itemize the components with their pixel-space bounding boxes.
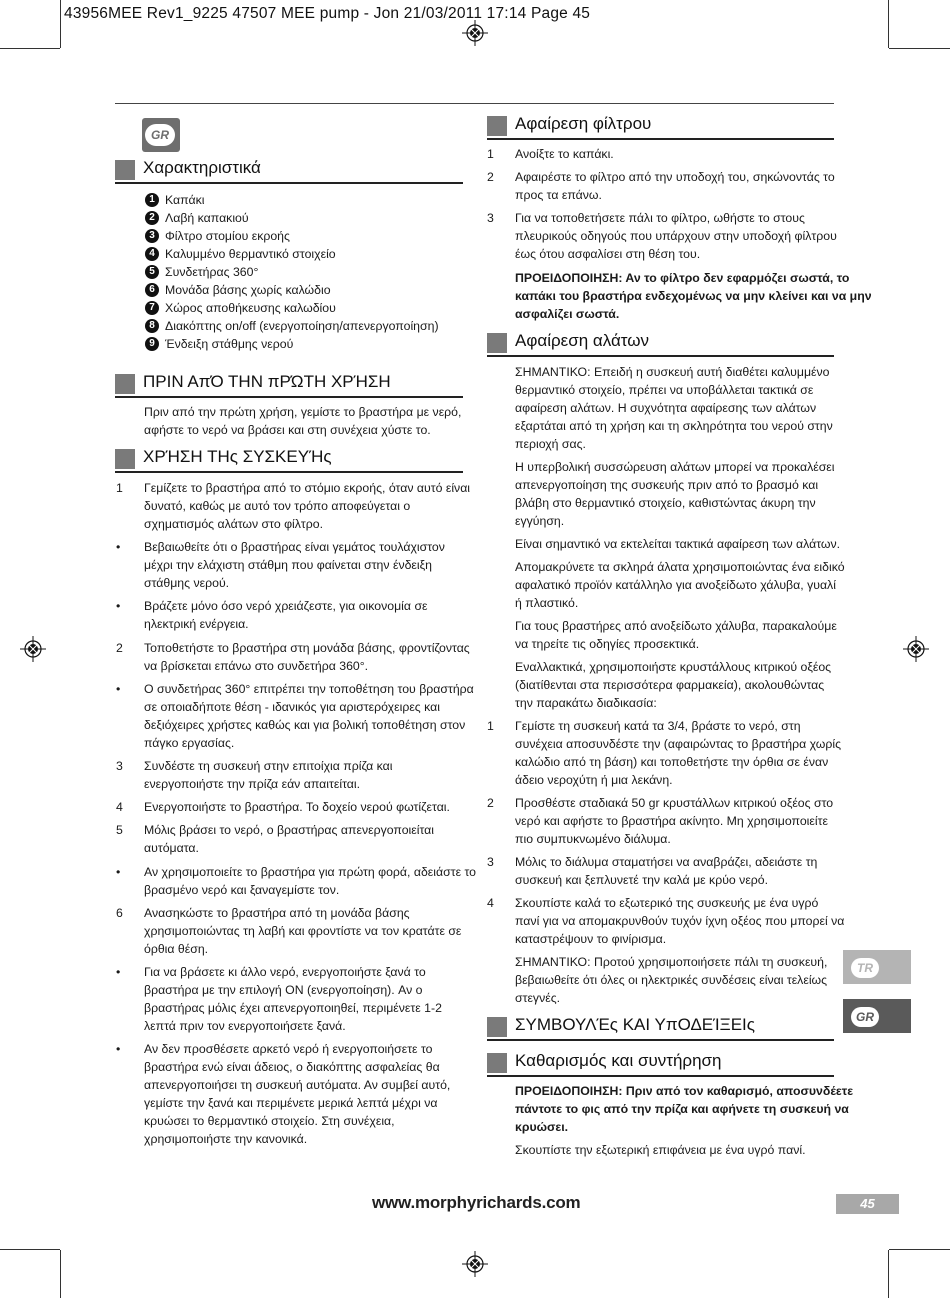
list-line: μέχρι την ελάχιστη στάθμη που φαίνεται στην ένδειξη bbox=[144, 558, 432, 573]
list-line: όρθια θέση. bbox=[144, 941, 209, 956]
descale-line: να τηρείτε τις οδηγίες προσεκτικά. bbox=[515, 637, 700, 651]
list-marker: 5 bbox=[116, 823, 123, 838]
note-line: στεγνές. bbox=[515, 991, 561, 1005]
filter-heading bbox=[487, 114, 834, 140]
list-line: στάθμης νερού. bbox=[144, 576, 230, 591]
heading-square bbox=[487, 1017, 507, 1037]
list-marker: 4 bbox=[487, 896, 494, 910]
feature-label: Λαβή καπακιού bbox=[165, 211, 249, 225]
list-line: να βρίσκεται επάνω στο συνδετήρα 360°. bbox=[144, 658, 369, 673]
crop-mark bbox=[0, 1249, 60, 1250]
feature-label: Ένδειξη στάθμης νερού bbox=[165, 337, 294, 351]
list-line: καταστρέψουν το φινίρισμα. bbox=[515, 932, 667, 946]
heading-text: Καθαρισμός και συντήρηση bbox=[515, 1051, 722, 1070]
list-marker: • bbox=[116, 681, 121, 696]
feature-label: Συνδετήρας 360° bbox=[165, 265, 259, 279]
warning-line: ασφαλίζει σωστά. bbox=[515, 307, 620, 321]
feature-number: 8 bbox=[145, 319, 159, 333]
list-line: άδειο νεροχύτη ή μια λεκάνη. bbox=[515, 773, 673, 787]
heading-rule bbox=[115, 182, 463, 184]
list-line: Ενεργοποιήστε το βραστήρα. Το δοχείο νερού φωτίζεται. bbox=[144, 800, 450, 815]
list-line: Τοποθετήστε το βραστήρα στη μονάδα βάσης, φροντίζοντας bbox=[144, 640, 470, 655]
registration-mark-icon bbox=[903, 636, 929, 662]
list-line: δεξιόχειρες χρήστες καθώς και για βολική τοποθέτηση στον bbox=[144, 717, 466, 732]
list-line: πανί για να απομακρυνθούν τυχόν ίχνη οξέος που μπορεί να bbox=[515, 914, 845, 928]
top-rule bbox=[115, 103, 834, 104]
list-line: Ανασηκώστε το βραστήρα από τη μονάδα βάσης bbox=[144, 905, 410, 920]
crop-mark bbox=[888, 1250, 889, 1298]
heading-square bbox=[487, 1053, 507, 1073]
language-tab-label: GR bbox=[851, 1007, 879, 1027]
descale-line: αφαίρεση αλάτων. Η συχνότητα αφαίρεσης των αλάτων bbox=[515, 401, 817, 415]
descale-line: Είναι σημαντικό να εκτελείται τακτικά αφαίρεση των αλάτων. bbox=[515, 537, 841, 551]
list-marker: 2 bbox=[116, 640, 123, 655]
heading-square bbox=[115, 160, 135, 180]
heading-rule bbox=[115, 471, 463, 473]
crop-mark bbox=[60, 1250, 61, 1298]
feature-number: 9 bbox=[145, 337, 159, 351]
feature-label: Μονάδα βάσης χωρίς καλώδιο bbox=[165, 283, 331, 297]
heading-text: ΠΡΙΝ ΑπΌ ΤΗΝ πΡΏΤΗ ΧΡΉΣΗ bbox=[143, 372, 391, 391]
heading-text: ΧΡΉΣΗ ΤΗς ΣΥΣΚΕΥΉς bbox=[143, 447, 332, 466]
list-line: απενεργοποιήσει τη συσκευή αυτόματα. Αν συμβεί αυτό, bbox=[144, 1078, 451, 1093]
warning-line: κρυώσει. bbox=[515, 1120, 569, 1134]
language-badge bbox=[142, 118, 180, 152]
list-line: Προσθέστε σταδιακά 50 gr κρυστάλλων κιτρικού οξέος στο bbox=[515, 796, 834, 810]
list-line: ηλεκτρική ενέργεια. bbox=[144, 617, 249, 632]
warning-line: ΠΡΟΕΙΔΟΠΟΙΗΣΗ: Αν το φίλτρο δεν εφαρμόζει σωστά, το bbox=[515, 271, 850, 285]
warning-line: ΠΡΟΕΙΔΟΠΟΙΗΣΗ: Πριν από τον καθαρισμό, αποσυνδέετε bbox=[515, 1084, 854, 1098]
warning-line: καπάκι του βραστήρα ενδεχομένως να μην κλείνει και να μην bbox=[515, 289, 872, 303]
heading-rule bbox=[487, 1075, 834, 1077]
descale-heading bbox=[487, 331, 834, 357]
heading-text: ΣΥΜΒΟΥΛΈς ΚΑΙ ΥπΟΔΕΊΞΕΙς bbox=[515, 1015, 755, 1034]
list-line: δυνατό, καθώς με αυτό τον τρόπο αποφεύγεται ο bbox=[144, 499, 411, 513]
list-marker: • bbox=[116, 540, 121, 555]
list-marker: 1 bbox=[487, 147, 494, 161]
list-line: ενεργοποιήστε την πρίζα εάν απαιτείται. bbox=[144, 777, 361, 791]
descale-line: εγγύηση. bbox=[515, 514, 565, 528]
first-use-heading bbox=[115, 372, 463, 398]
list-line: προς τα επάνω. bbox=[515, 188, 602, 202]
list-line: συσκευή και ξεπλυνετέ την καλά με κρύο νερό. bbox=[515, 873, 769, 887]
list-line: Γεμίστε τη συσκευή κατά τα 3/4, βράστε το νερό, στη bbox=[515, 719, 801, 733]
feature-label: Χώρος αποθήκευσης καλωδίου bbox=[165, 301, 336, 315]
first-use-line: Πριν από την πρώτη χρήση, γεμίστε το βραστήρα με νερό, bbox=[144, 405, 462, 419]
list-line: Σκουπίστε καλά το εξωτερικό της συσκευής με ένα υγρό bbox=[515, 896, 819, 910]
crop-mark bbox=[60, 0, 61, 48]
heading-square bbox=[115, 449, 135, 469]
heading-rule bbox=[487, 355, 834, 357]
feature-number: 3 bbox=[145, 229, 159, 243]
registration-mark-icon bbox=[20, 636, 46, 662]
list-line: Μόλις βράσει το νερό, ο βραστήρας απενεργοποιείται bbox=[144, 823, 435, 838]
descale-line: Εναλλακτικά, χρησιμοποιήστε κρυστάλλους κιτρικού οξέος bbox=[515, 660, 832, 674]
list-line: Ανοίξτε το καπάκι. bbox=[515, 147, 614, 161]
list-line: χρησιμοποιήστε την κανονικά. bbox=[144, 1132, 308, 1147]
heading-text: Αφαίρεση φίλτρου bbox=[515, 114, 652, 133]
list-marker: 2 bbox=[487, 170, 494, 184]
list-line: βραστήρα ενώ είναι άδειος, ο διακόπτης ασφαλείας θα bbox=[144, 1060, 440, 1075]
warning-line: πάντοτε το φις από την πρίζα και αφήνετε τη συσκευή να bbox=[515, 1102, 849, 1116]
heading-rule bbox=[487, 1039, 834, 1041]
crop-mark bbox=[0, 48, 60, 49]
list-line: λεπτά πριν τον ενεργοποιήσετε ξανά. bbox=[144, 1019, 346, 1033]
list-line: πλευρικούς οδηγούς που υπάρχουν στην υποδοχή φίλτρου bbox=[515, 229, 837, 243]
registration-mark-icon bbox=[462, 20, 488, 46]
features-heading bbox=[115, 158, 463, 184]
list-line: καλώδιο από τη βάση) και τοποθετήστε την όρθια σε έναν bbox=[515, 755, 829, 769]
heading-square bbox=[487, 333, 507, 353]
list-marker: 4 bbox=[116, 800, 123, 815]
feature-number: 4 bbox=[145, 247, 159, 261]
list-line: σχηματισμός αλάτων στο φίλτρο. bbox=[144, 517, 324, 531]
descale-line: περιοχή σας. bbox=[515, 437, 586, 451]
list-line: χρησιμοποιώντας τη λαβή και φροντίστε να τον κρατάτε σε bbox=[144, 923, 462, 938]
list-line: πιο συμπυκνωμένο διάλυμα. bbox=[515, 832, 671, 846]
descale-line: βλάβη στο θερμαντικό στοιχείο, καθιστώντας άκυρη την bbox=[515, 496, 816, 510]
page-number: 45 bbox=[836, 1194, 899, 1214]
list-line: Αφαιρέστε το φίλτρο από την υποδοχή του, σηκώνοντάς το bbox=[515, 170, 835, 184]
descale-line: ή πλαστικό. bbox=[515, 596, 579, 610]
website-url[interactable]: www.morphyrichards.com bbox=[372, 1193, 581, 1212]
note-line: ΣΗΜΑΝΤΙΚΟ: Προτού χρησιμοποιήσετε πάλι τη συσκευή, bbox=[515, 955, 828, 969]
descale-line: εξαρτάται από τη χρήση και τη σκληρότητα του νερού στην bbox=[515, 419, 833, 433]
list-marker: 3 bbox=[116, 759, 123, 773]
list-line: νερό και αφήστε το βραστήρα ακίνητο. Μη χρησιμοποιείτε bbox=[515, 814, 828, 828]
list-marker: • bbox=[116, 1042, 121, 1057]
list-marker: 2 bbox=[487, 796, 494, 810]
list-marker: 3 bbox=[487, 211, 494, 225]
descale-line: ΣΗΜΑΝΤΙΚΟ: Επειδή η συσκευή αυτή διαθέτει καλυμμένο bbox=[515, 365, 830, 379]
registration-mark-icon bbox=[462, 1251, 488, 1277]
descale-line: Για τους βραστήρες από ανοξείδωτο χάλυβα, παρακαλούμε bbox=[515, 619, 837, 633]
language-tab-gr[interactable] bbox=[843, 999, 911, 1033]
feature-number: 1 bbox=[145, 193, 159, 207]
list-line: πάγκο εργασίας. bbox=[144, 735, 235, 750]
list-line: γεμίστε την ξανά και περιμένετε μερικά λεπτά μέχρι να bbox=[144, 1096, 438, 1111]
usage-heading bbox=[115, 447, 463, 473]
descale-line: απενεργοποίηση της συσκευής πριν από το βρασμό και bbox=[515, 478, 819, 492]
list-marker: • bbox=[116, 864, 121, 879]
list-marker: 1 bbox=[487, 719, 494, 733]
list-line: Μόλις το διάλυμα σταματήσει να αναβράζει, αδειάστε τη bbox=[515, 855, 818, 869]
feature-number: 5 bbox=[145, 265, 159, 279]
cleaning-heading bbox=[487, 1051, 834, 1077]
descale-line: την παρακάτω διαδικασία: bbox=[515, 696, 657, 710]
list-line: Ο συνδετήρας 360° επιτρέπει την τοποθέτηση του βραστήρα bbox=[144, 681, 474, 696]
heading-square bbox=[115, 374, 135, 394]
crop-mark bbox=[889, 48, 950, 49]
first-use-line: αφήστε το νερό να βράσει και στη συνέχεια χύστε το. bbox=[144, 423, 431, 437]
list-line: Για να τοποθετήσετε πάλι το φίλτρο, ωθήστε το στους bbox=[515, 211, 805, 225]
heading-rule bbox=[487, 138, 834, 140]
language-tab-label: TR bbox=[851, 958, 879, 978]
list-line: Γεμίζετε το βραστήρα από το στόμιο εκροής, όταν αυτό είναι bbox=[144, 481, 471, 495]
feature-number: 6 bbox=[145, 283, 159, 297]
feature-label: Καλυμμένο θερμαντικό στοιχείο bbox=[165, 247, 336, 261]
list-line: κρυώσει το θερμαντικό στοιχείο. Στη συνέχεια, bbox=[144, 1114, 395, 1129]
feature-label: Διακόπτης on/off (ενεργοποίηση/απενεργοποίηση) bbox=[165, 319, 439, 333]
list-line: αυτόματα. bbox=[144, 841, 199, 856]
descale-line: Απομακρύνετε τα σκληρά άλατα χρησιμοποιώντας ένα ειδικό bbox=[515, 560, 845, 574]
list-line: Αν δεν προσθέσετε αρκετό νερό ή ενεργοποιήσετε το bbox=[144, 1042, 433, 1057]
heading-text: Χαρακτηριστικά bbox=[143, 158, 261, 177]
list-marker: • bbox=[116, 599, 121, 614]
list-line: έως ότου ασφαλίσει στη θέση του. bbox=[515, 247, 701, 261]
list-marker: 1 bbox=[116, 481, 123, 495]
list-marker: • bbox=[116, 965, 121, 979]
list-line: συνέχεια αποσυνδέστε την (αφαιρώντας το βραστήρα χωρίς bbox=[515, 737, 841, 751]
descale-line: αφαλατικό προϊόν κατάλληλο για ανοξείδωτο χάλυβα, γυαλί bbox=[515, 578, 836, 592]
list-line: Συνδέστε τη συσκευή στην επιτοίχια πρίζα και bbox=[144, 759, 393, 773]
list-line: βραστήρας μόλις έχει απενεργοποιηθεί, περιμένετε 1-2 bbox=[144, 1001, 442, 1015]
crop-mark bbox=[888, 0, 889, 48]
heading-rule bbox=[115, 396, 463, 398]
feature-label: Φίλτρο στομίου εκροής bbox=[165, 229, 290, 243]
heading-text: Αφαίρεση αλάτων bbox=[515, 331, 650, 350]
list-marker: 3 bbox=[487, 855, 494, 869]
descale-line: θερμαντικό στοιχείο, πρέπει να υποβάλλεται τακτικά σε bbox=[515, 383, 814, 397]
feature-number: 7 bbox=[145, 301, 159, 315]
crop-mark bbox=[889, 1249, 950, 1250]
list-line: Βεβαιωθείτε ότι ο βραστήρας είναι γεμάτος τουλάχιστον bbox=[144, 540, 445, 555]
list-line: βρασμένο νερό και ξαναγεμίστε τον. bbox=[144, 882, 340, 897]
list-line: σε οποιαδήποτε θέση - ιδανικός για αριστερόχειρες και bbox=[144, 699, 440, 714]
list-line: Για να βράσετε κι άλλο νερό, ενεργοποιήστε ξανά το bbox=[144, 965, 426, 979]
cleaning-line: Σκουπίστε την εξωτερική επιφάνεια με ένα υγρό πανί. bbox=[515, 1143, 806, 1157]
list-line: βραστήρα με την επιλογή ON (ενεργοποίηση). Αν ο bbox=[144, 983, 423, 997]
list-line: Βράζετε μόνο όσο νερό χρειάζεστε, για οικονομία σε bbox=[144, 599, 428, 614]
print-slug: 43956MEE Rev1_9225 47507 MEE pump - Jon 21/03/2011 17:14 Page 45 bbox=[64, 5, 591, 22]
language-tab-tr[interactable] bbox=[843, 950, 911, 984]
list-marker: 6 bbox=[116, 905, 123, 920]
descale-line: Η υπερβολική συσσώρευση αλάτων μπορεί να προκαλέσει bbox=[515, 460, 835, 474]
note-line: βεβαιωθείτε ότι όλες οι ηλεκτρικές συνδέσεις είναι τελείως bbox=[515, 973, 828, 987]
heading-square bbox=[487, 116, 507, 136]
feature-label: Καπάκι bbox=[165, 193, 205, 207]
feature-number: 2 bbox=[145, 211, 159, 225]
descale-line: (διατίθενται στα περισσότερα φαρμακεία), ακολουθώντας bbox=[515, 678, 825, 692]
tips-heading bbox=[487, 1015, 834, 1041]
list-line: Αν χρησιμοποιείτε το βραστήρα για πρώτη φορά, αδειάστε το bbox=[144, 864, 476, 879]
language-badge-label: GR bbox=[145, 124, 175, 146]
